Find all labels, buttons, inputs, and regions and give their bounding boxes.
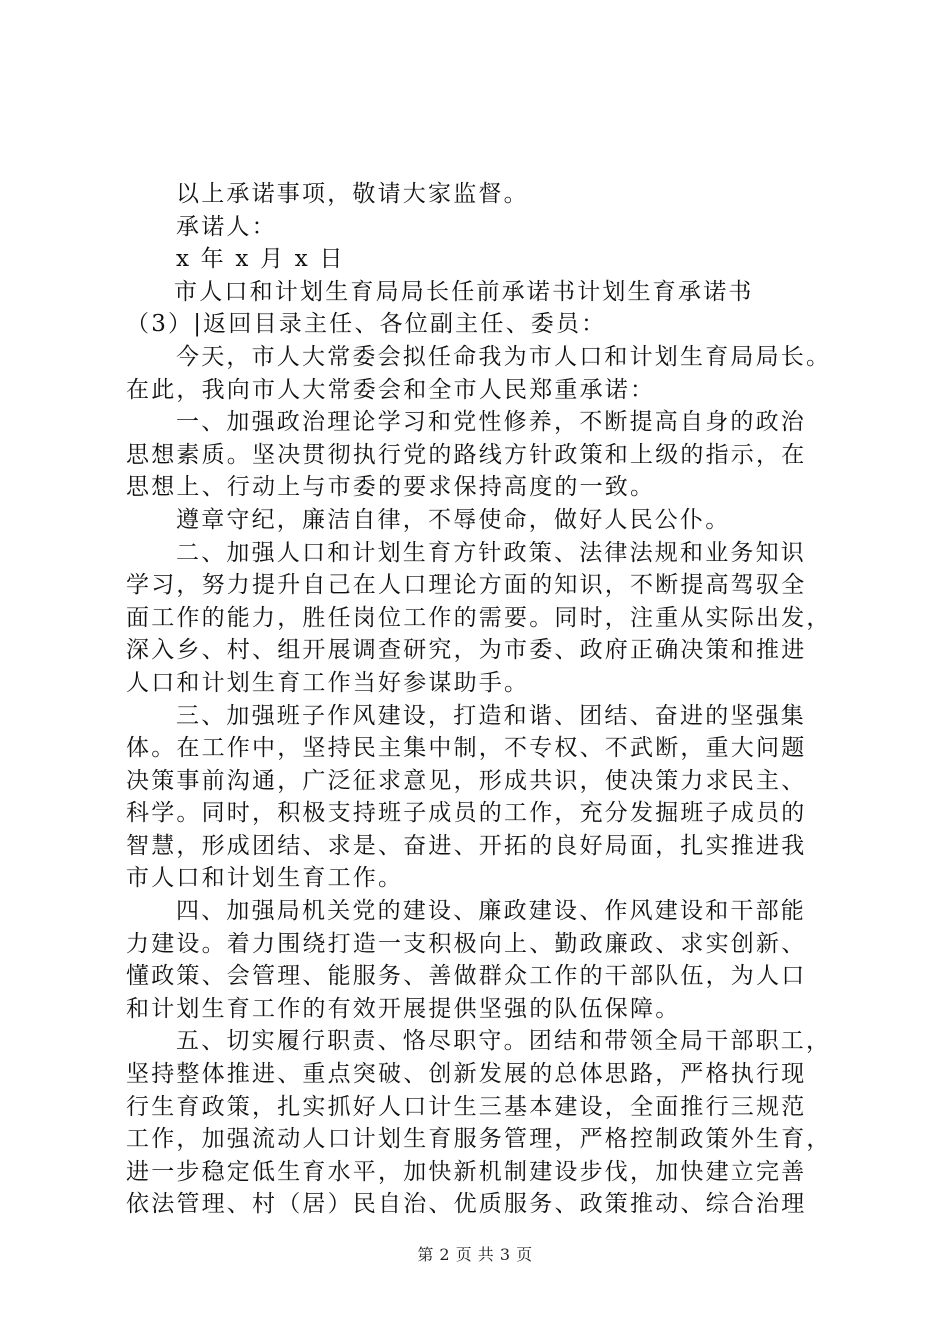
- text-line: 承诺人：: [176, 213, 277, 240]
- text-line: 依法管理、村（居）民自治、优质服务、政策推动、综合治理: [126, 1191, 807, 1218]
- text-line: 坚持整体推进、重点突破、创新发展的总体思路，严格执行现: [126, 1061, 807, 1088]
- text-line: 进一步稳定低生育水平，加快新机制建设步伐，加快建立完善: [126, 1158, 807, 1185]
- text-line: 市人口和计划生育工作。: [126, 865, 404, 892]
- text-line: 二、加强人口和计划生育方针政策、法律法规和业务知识: [176, 539, 806, 566]
- text-line: 以上承诺事项，敬请大家监督。: [176, 181, 529, 207]
- text-line: 懂政策、会管理、能服务、善做群众工作的干部队伍，为人口: [126, 963, 807, 990]
- text-line: 力建设。着力围绕打造一支积极向上、勤政廉政、求实创新、: [126, 930, 807, 957]
- text-line: 思想素质。坚决贯彻执行党的路线方针政策和上级的指示，在: [126, 441, 807, 468]
- page-footer: 第 2 页 共 3 页: [417, 1245, 533, 1264]
- text-line: 五、切实履行职责、恪尽职守。团结和带领全局干部职工，: [176, 1028, 832, 1055]
- text-line: 智慧，形成团结、求是、奋进、开拓的良好局面，扎实推进我: [126, 832, 807, 859]
- text-line: 三、加强班子作风建设，打造和谐、团结、奋进的坚强集: [176, 702, 806, 729]
- document-body: [126, 178, 838, 1221]
- text-line: 学习，努力提升自己在人口理论方面的知识，不断提高驾驭全: [126, 572, 807, 599]
- text-line: 体。在工作中，坚持民主集中制，不专权、不武断，重大问题: [126, 735, 807, 762]
- document-title-line: 市人口和计划生育局局长任前承诺书计划生育承诺书: [174, 278, 754, 305]
- text-line: 行生育政策，扎实抓好人口计生三基本建设，全面推行三规范: [126, 1093, 807, 1120]
- text-line: 遵章守纪，廉洁自律，不辱使命，做好人民公仆。: [176, 506, 731, 533]
- text-line: 一、加强政治理论学习和党性修养，不断提高自身的政治: [176, 409, 806, 436]
- text-line: 四、加强局机关党的建设、廉政建设、作风建设和干部能: [176, 898, 806, 925]
- text-line: 今天，市人大常委会拟任命我为市人口和计划生育局局长。: [176, 343, 832, 370]
- text-line: 面工作的能力，胜任岗位工作的需要。同时，注重从实际出发，: [126, 604, 832, 631]
- text-line: （3）|返回目录主任、各位副主任、委员：: [126, 311, 607, 338]
- text-line: 科学。同时，积极支持班子成员的工作，充分发掘班子成员的: [126, 800, 807, 827]
- text-line: x 年 x 月 x 日: [176, 246, 345, 273]
- text-line: 和计划生育工作的有效开展提供坚强的队伍保障。: [126, 995, 681, 1022]
- text-line: 在此，我向市人大常委会和全市人民郑重承诺：: [126, 376, 656, 403]
- text-line: 决策事前沟通，广泛征求意见，形成共识，使决策力求民主、: [126, 767, 807, 794]
- text-line: 人口和计划生育工作当好参谋助手。: [126, 669, 530, 696]
- text-line: 工作，加强流动人口计划生育服务管理，严格控制政策外生育，: [126, 1126, 832, 1153]
- text-line: 思想上、行动上与市委的要求保持高度的一致。: [126, 474, 656, 501]
- text-line: 深入乡、村、组开展调查研究，为市委、政府正确决策和推进: [126, 637, 807, 664]
